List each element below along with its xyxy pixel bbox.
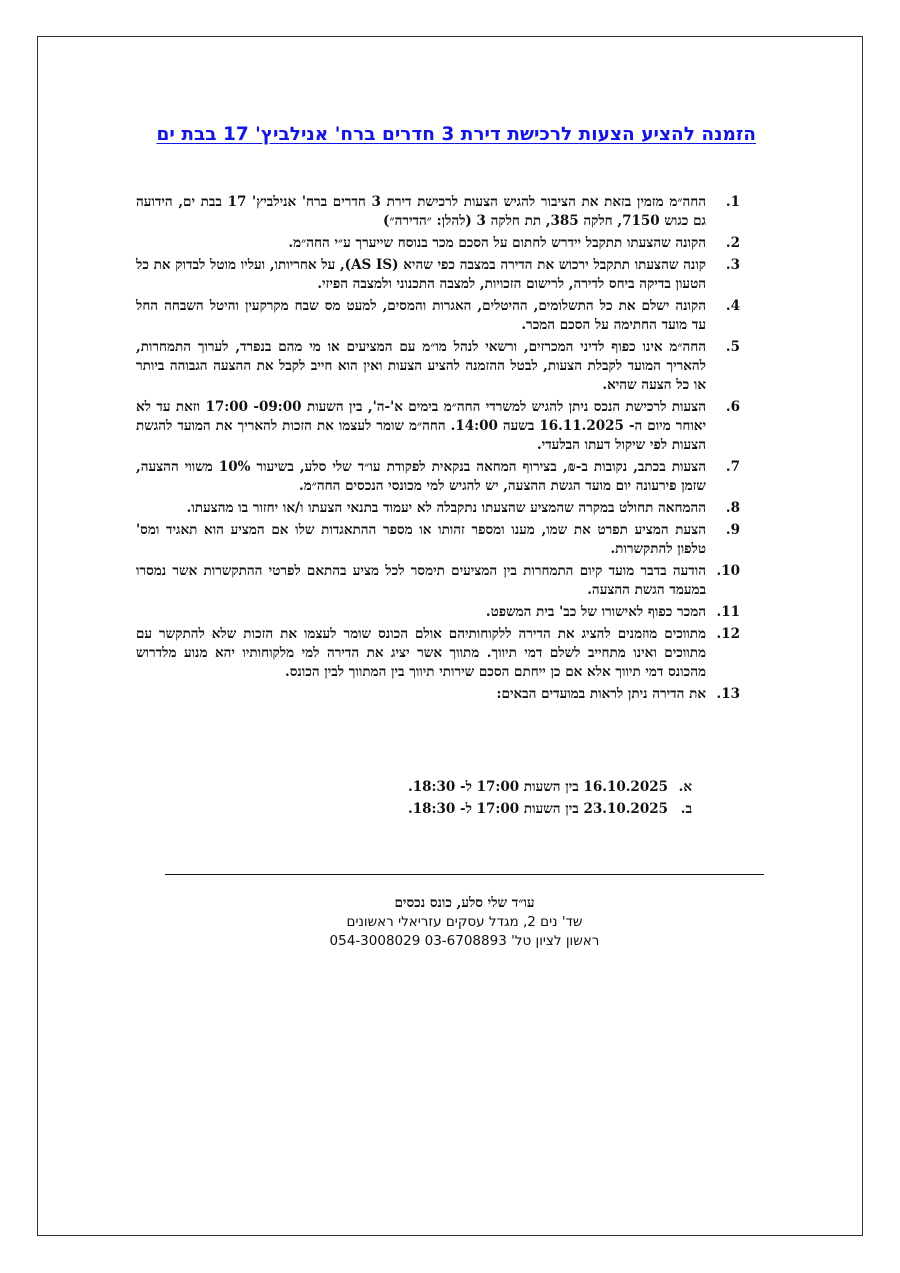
signature-block	[165, 893, 764, 951]
clause-item	[136, 398, 740, 455]
clause-number: .2	[725, 235, 740, 251]
clause-item	[136, 458, 740, 496]
clause-text: הצעות לרכישת הנכס ניתן להגיש למשרדי החה״מ בימים א'-ה', בין השעות 09:00- 17:00 וזאת עד לא יאוחר מיום ה- 16.11.2025 בשעה 14:00. החה״מ שומר לעצמו את הזכות להאריך את המועד להגשת הצעות לפי שיקול דעתו הבלעדי.	[136, 399, 707, 453]
viewing-date-letter: ב.	[680, 801, 692, 817]
clause-text: המכר כפוף לאישורו של כב' בית המשפט.	[485, 604, 706, 620]
viewing-date-text: 16.10.2025 בין השעות 17:00 ל- 18:30.	[408, 779, 668, 795]
clause-item	[136, 234, 740, 253]
clause-text: הצעות בכתב, נקובות ב-₪, בצירוף המחאה בנקאית לפקודת עו״ד שלי סלע, בשיעור 10% משווי ההצעה, שזמן פירעונה יום מועד הגשת ההצעה, יש להגיש למי מכונסי הנכסים החה״מ.	[136, 459, 706, 494]
clause-item	[136, 256, 740, 294]
clause-number: .6	[725, 399, 740, 415]
clause-text: ההמחאה תחולט במקרה שהמציע שהצעתו נתקבלה לא יעמוד בתנאי הצעתו ו/או יחזור בו מהצעתו.	[186, 500, 706, 516]
clause-number: .12	[716, 626, 740, 642]
signature-name: עו״ד שלי סלע, כונס נכסים	[394, 895, 535, 911]
clause-number: .1	[725, 194, 740, 210]
clause-number: .10	[716, 563, 740, 579]
viewing-date-item	[380, 798, 692, 820]
clause-text: הצעת המציע תפרט את שמו, מענו ומספר זהותו או מספר ההתאגדות שלו אם המציע הוא תאגיד ומס' טלפון להתקשרות.	[136, 522, 706, 557]
clause-number: .9	[725, 522, 740, 538]
clause-list	[136, 193, 740, 707]
clause-text: הקונה ישלם את כל התשלומים, ההיטלים, האגרות והמסים, למעט מס שבח מקרקעין והיטל השבחה החל עד מועד החתימה על הסכם המכר.	[136, 298, 706, 333]
clause-text: קונה שהצעתו תתקבל ירכוש את הדירה במצבה כפי שהיא (AS IS), על אחריותו, ועליו מוטל לבדוק את כל הטעון בדיקה ביחס לדירה, לרישום הזכויות, למצבה התכנוני ולמצבה הפיזי.	[136, 257, 707, 292]
clause-item	[136, 338, 740, 395]
clause-item	[136, 521, 740, 559]
clause-number: .8	[725, 500, 740, 516]
clause-item	[136, 562, 740, 600]
clause-number: .11	[716, 604, 740, 620]
viewing-date-item	[380, 776, 692, 798]
clause-item	[136, 603, 740, 622]
clause-number: .3	[725, 257, 740, 273]
clause-item	[136, 297, 740, 335]
clause-item	[136, 685, 740, 704]
clause-number: .5	[725, 339, 740, 355]
clause-number: .7	[725, 459, 740, 475]
clause-text: את הדירה ניתן לראות במועדים הבאים:	[496, 686, 706, 702]
signature-address: שד' נים 2, מגדל עסקים עזריאלי ראשונים	[346, 914, 583, 930]
clause-text: החה״מ מזמין בזאת את הציבור להגיש הצעות לרכישת דירת 3 חדרים ברח' אנילביץ' 17 בבת ים, הידועה גם כגוש 7150, חלקה 385, תת חלקה 3 (להלן: ״הדירה״)	[136, 194, 707, 229]
clause-text: מתווכים מוזמנים להציג את הדירה ללקוחותיהם אולם הכונס שומר לעצמו את הזכות שלא להתקשר עם מתווכים ואינו מתחייב לשלם דמי תיווך. מתווך אשר יציג את הדירה למי מלקוחותיו יהא מנוע מלדרוש מהכונס דמי תיווך אלא אם כן ייחתם הסכם שירותי תיווך בין המתווך לבין הכונס.	[136, 626, 706, 680]
signature-divider	[165, 874, 764, 875]
clause-item	[136, 193, 740, 231]
clause-number: .4	[725, 298, 740, 314]
clause-item	[136, 499, 740, 518]
clause-number: .13	[716, 686, 740, 702]
clause-text: החה״מ אינו כפוף לדיני המכרזים, ורשאי לנהל מו״מ עם המציעים או מי מהם בנפרד, לערוך התמחרות, להאריך המועד לקבלת הצעות, לבטל ההזמנה להציע הצעות ואין הוא חייב לקבל את ההצעה הגבוהה ביותר או כל הצעה שהיא.	[136, 339, 706, 393]
viewing-date-letter: א.	[678, 779, 692, 795]
clause-text: הקונה שהצעתו תתקבל יידרש לחתום על הסכם מכר בנוסח שייערך ע״י החה״מ.	[288, 235, 706, 251]
signature-contact: ראשון לציון טל' 03-6708893 054-3008029	[329, 933, 600, 949]
viewing-dates-list	[380, 776, 692, 820]
clause-item	[136, 625, 740, 682]
clause-text: הודעה בדבר מועד קיום התמחרות בין המציעים תימסר לכל מציע בהתאם לפרטי ההתקשרות אשר נמסרו במעמד הגשת ההצעה.	[136, 563, 706, 598]
document-title: הזמנה להציע הצעות לרכישת דירת 3 חדרים ברח' אנילביץ' 17 בבת ים	[156, 124, 756, 145]
viewing-date-text: 23.10.2025 בין השעות 17:00 ל- 18:30.	[408, 801, 668, 817]
